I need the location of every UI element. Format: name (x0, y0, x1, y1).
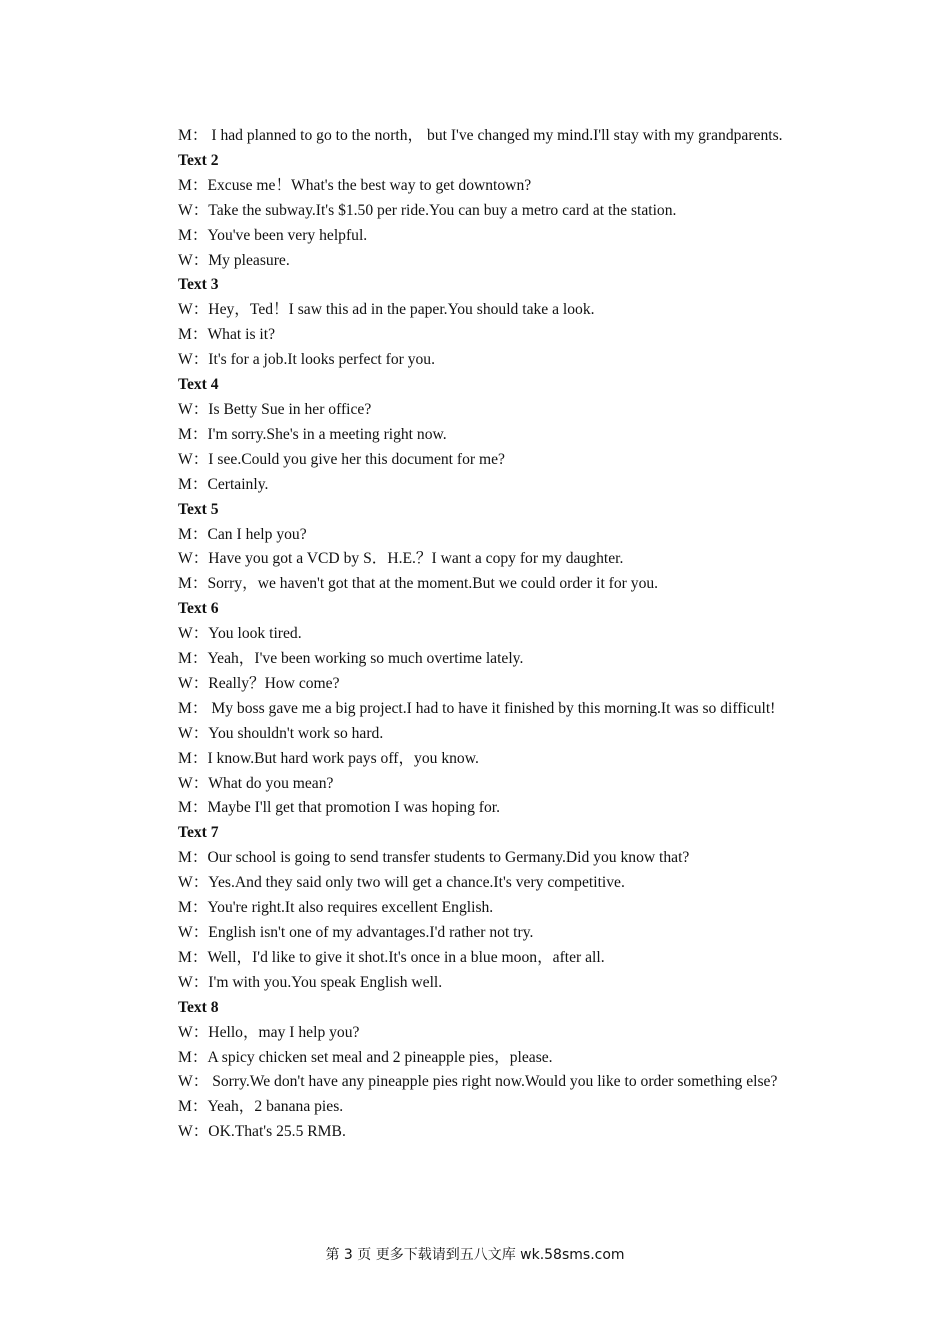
dialogue-line: W：I'm with you.You speak English well. (178, 973, 443, 991)
dialogue-line: M：You've been very helpful. (178, 226, 368, 244)
section-heading: Text 2 (178, 151, 219, 169)
dialogue-line: W：Really？How come? (178, 674, 340, 692)
dialogue-line: M： My boss gave me a big project.I had to have it finished by this morning.It was so difficult! (178, 699, 776, 717)
dialogue-line: M：Sorry，we haven't got that at the moment.But we could order it for you. (178, 575, 659, 593)
dialogue-line: W：What do you mean? (178, 774, 334, 792)
section-heading: Text 4 (178, 376, 219, 394)
dialogue-line: M：Our school is going to send transfer students to Germany.Did you know that? (178, 849, 690, 867)
dialogue-line: W：You look tired. (178, 625, 302, 643)
section-heading: Text 8 (178, 998, 219, 1016)
dialogue-line: W：OK.That's 25.5 RMB. (178, 1123, 346, 1141)
dialogue-line: M：I'm sorry.She's in a meeting right now. (178, 425, 447, 443)
dialogue-line: W：My pleasure. (178, 251, 290, 269)
dialogue-line: W： Sorry.We don't have any pineapple pies right now.Would you like to order something else? (178, 1073, 778, 1091)
dialogue-line: W：English isn't one of my advantages.I'd rather not try. (178, 924, 534, 941)
dialogue-line: M：Yeah，2 banana pies. (178, 1098, 344, 1116)
section-heading: Text 3 (178, 276, 219, 294)
dialogue-line: W：Have you got a VCD by S．H.E.？I want a copy for my daughter. (178, 550, 624, 568)
dialogue-line: M：Can I help you? (178, 525, 307, 543)
dialogue-line: W：I see.Could you give her this document for me? (178, 450, 505, 468)
dialogue-line: M：Yeah，I've been working so much overtime lately. (178, 650, 524, 668)
dialogue-line: M：What is it? (178, 326, 276, 344)
page-footer: 第 3 页 更多下载请到五八文库 wk.58sms.com (325, 1247, 625, 1263)
dialogue-line: M：I know.But hard work pays off，you know. (178, 749, 479, 767)
section-heading: Text 7 (178, 824, 219, 842)
dialogue-line: M：Well，I'd like to give it shot.It's once in a blue moon，after all. (178, 948, 605, 966)
section-heading: Text 6 (178, 600, 219, 618)
dialogue-line: M：Excuse me！What's the best way to get downtown? (178, 176, 532, 194)
dialogue-line: M： I had planned to go to the north， but I've changed my mind.I'll stay with my grandparents. (178, 127, 783, 144)
dialogue-line: W：Hey，Ted！I saw this ad in the paper.You should take a look. (178, 301, 595, 319)
dialogue-line: W：Take the subway.It's $1.50 per ride.You can buy a metro card at the station. (178, 201, 677, 219)
dialogue-line: W：Hello，may I help you? (178, 1023, 360, 1041)
dialogue-line: W：Is Betty Sue in her office? (178, 400, 372, 418)
dialogue-line: W：It's for a job.It looks perfect for you. (178, 351, 435, 369)
dialogue-line: W：You shouldn't work so hard. (178, 724, 384, 742)
dialogue-line: M：You're right.It also requires excellent English. (178, 899, 494, 917)
section-heading: Text 5 (178, 500, 219, 518)
dialogue-line: M：A spicy chicken set meal and 2 pineapple pies，please. (178, 1048, 553, 1066)
document-body (144, 124, 806, 1145)
dialogue-line: W：Yes.And they said only two will get a chance.It's very competitive. (178, 874, 625, 892)
dialogue-line: M：Certainly. (178, 475, 269, 493)
dialogue-line: M：Maybe I'll get that promotion I was hoping for. (178, 799, 501, 817)
